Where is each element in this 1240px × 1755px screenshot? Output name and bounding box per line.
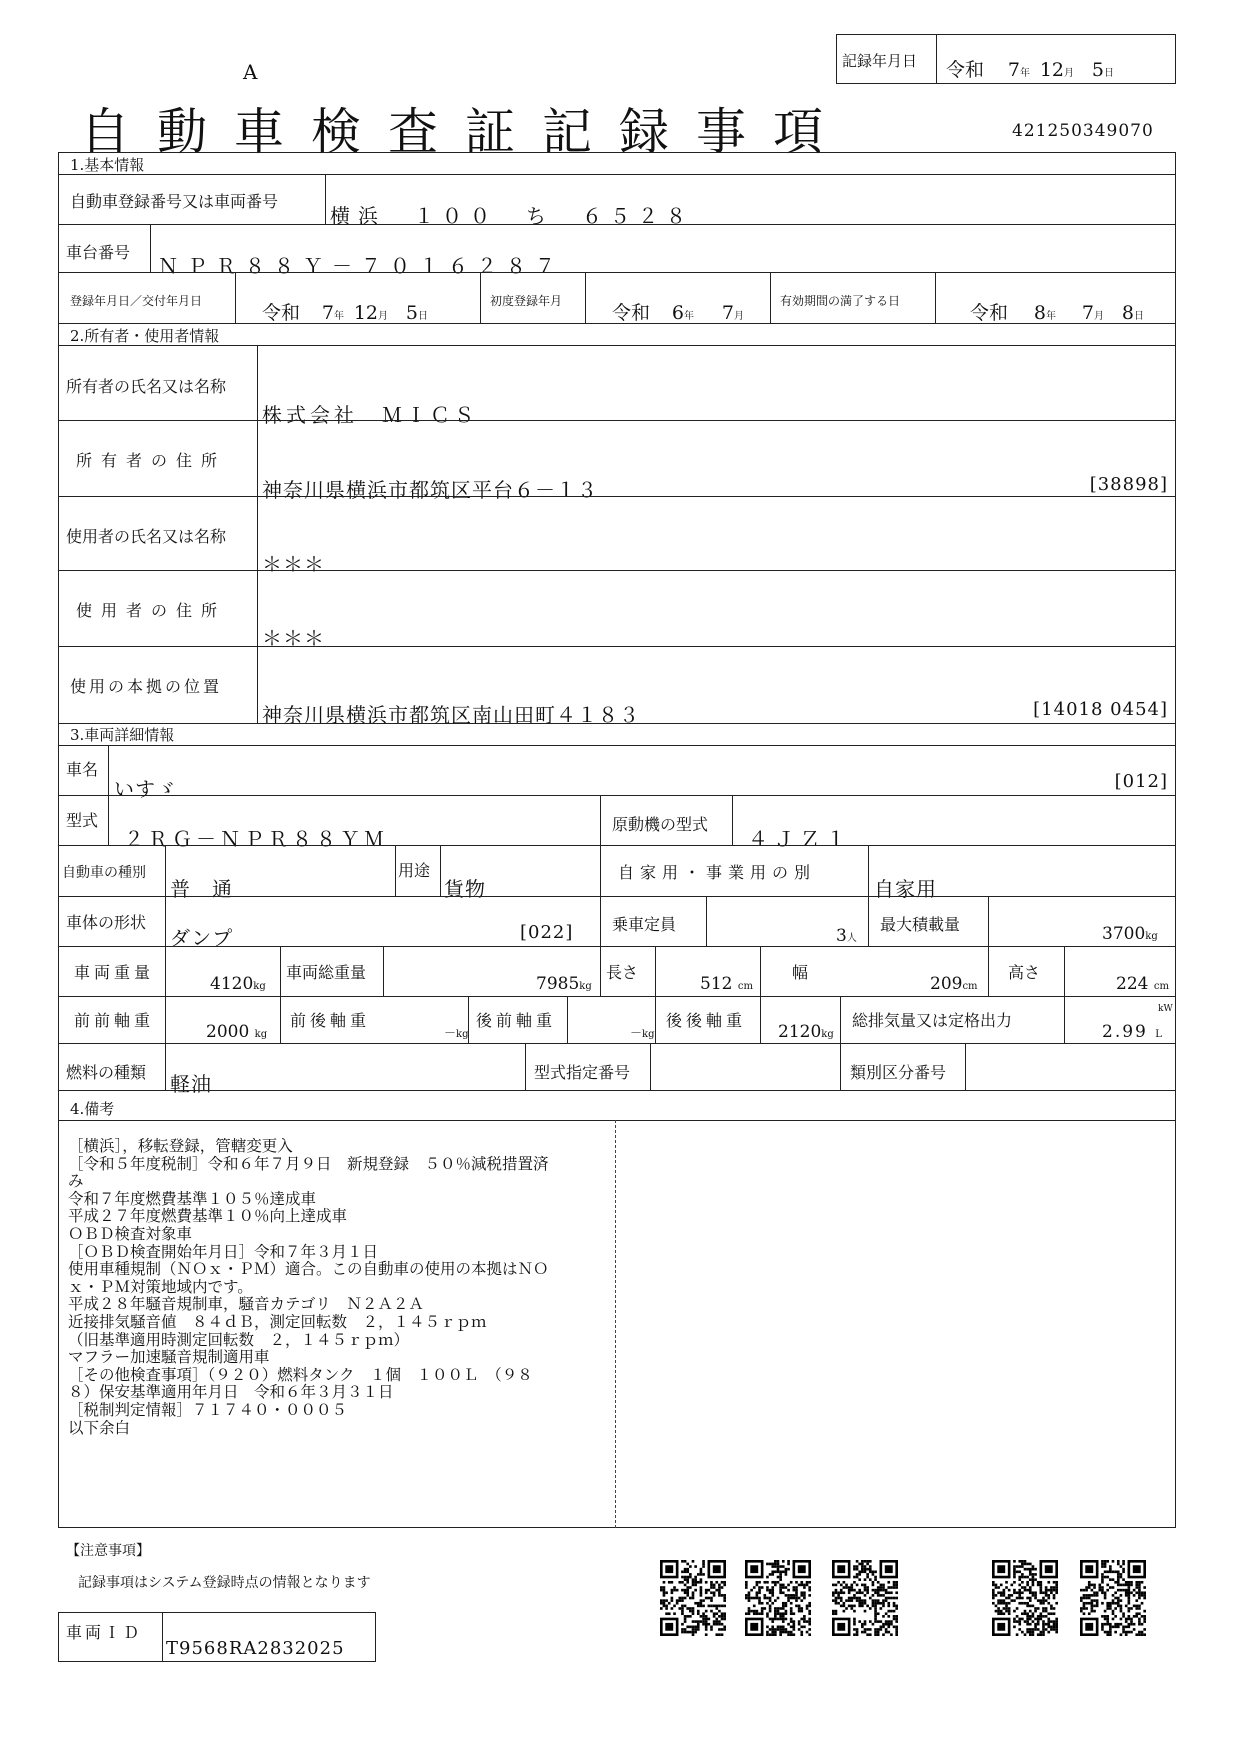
owner-name-label: 所有者の氏名又は名称 [66,377,227,396]
remarks-line: マフラー加速騒音規制適用車 [68,1348,270,1367]
front-front-axle-value: 2000 kg [206,1022,268,1042]
model-label: 型式 [66,811,99,830]
expiry-value: 令和 8年 7月 8日 [970,302,1145,324]
vehicle-id-value: T9568RA2832025 [166,1638,345,1659]
max-load-value: 3700kg [1102,924,1158,944]
private-business-label: 自家用・事業用の別 [618,863,817,882]
car-name-label: 車名 [66,760,99,779]
remarks-line: ［令和５年度税制］令和６年７月９日 新規登録 ５０％減税措置済 [68,1154,549,1173]
user-address-value: ＊＊＊ [262,626,325,650]
remarks-line: ［ＯＢＤ検査開始年月日］令和７年３月１日 [68,1242,379,1261]
remarks-line: 近接排気騒音値 ８４ｄＢ，測定回転数 ２，１４５ｒｐｍ [68,1312,487,1331]
reg-date-label: 登録年月日／交付年月日 [70,294,203,308]
notice-text: 記録事項はシステム登録時点の情報となります [78,1575,371,1591]
remarks-text [68,1138,618,1437]
vehicle-kind-value: 普 通 [170,877,233,901]
rear-front-axle-label: 後前軸重 [476,1011,557,1030]
first-reg-value: 令和 6年 7月 [612,302,745,324]
car-name-code: [012] [1114,771,1168,792]
front-rear-axle-value: －kg [444,1026,469,1040]
private-business-value: 自家用 [874,877,937,901]
length-value: 512 cm [700,974,753,994]
qr-code-1 [660,1560,726,1636]
type-designation-label: 型式指定番号 [534,1063,631,1082]
height-label: 高さ [1008,963,1041,982]
document-title: 自動車検査証記録事項 [80,103,850,161]
capacity-label: 乗車定員 [612,915,677,934]
gross-weight-label: 車両総重量 [286,963,367,982]
width-value: 209cm [930,974,978,994]
qr-code-5 [1080,1560,1146,1636]
fuel-type-value: 軽油 [170,1072,212,1096]
record-date-label: 記録年月日 [842,52,918,70]
remarks-line: 令和７年度燃費基準１０５％達成車 [68,1189,317,1208]
vehicle-kind-label: 自動車の種別 [62,865,146,881]
remarks-line: ＯＢＤ検査対象車 [68,1224,193,1243]
document-number: 421250349070 [1012,121,1154,141]
remarks-line: み [68,1172,84,1191]
remarks-line: ８）保安基準適用年月日 令和６年３月３１日 [68,1383,394,1402]
length-label: 長さ [606,963,639,982]
rear-rear-axle-label: 後後軸重 [666,1011,747,1030]
chassis-label: 車台番号 [66,243,131,262]
remarks-line: 平成２７年度燃費基準１０％向上達成車 [68,1207,348,1226]
form-mark: A [243,60,258,84]
fuel-type-label: 燃料の種類 [66,1063,147,1082]
remarks-line: ［横浜］，移転登録，管轄変更入 [68,1137,293,1155]
remarks-line: ［その他検査事項］（９２０）燃料タンク １個 １００Ｌ （９８ [68,1365,533,1384]
reg-date-value: 令和 7年 12月 5日 [262,302,429,324]
displacement-label: 総排気量又は定格出力 [852,1011,1013,1030]
vehicle-id-label: 車両ＩＤ [66,1623,143,1642]
vehicle-weight-label: 車両重量 [74,963,155,982]
user-name-value: ＊＊＊ [262,552,325,576]
user-name-label: 使用者の氏名又は名称 [66,527,227,546]
expiry-label: 有効期間の満了する日 [780,294,901,308]
owner-address-value: 神奈川県横浜市都筑区平台６－１３ [262,478,598,502]
qr-code-3 [832,1560,898,1636]
section-owner-info: 2.所有者・使用者情報 [70,327,220,345]
front-rear-axle-label: 前後軸重 [290,1011,371,1030]
base-location-code: [14018 0454] [1033,699,1168,720]
remarks-line: 以下余白 [68,1418,131,1437]
remarks-line: （旧基準適用時測定回転数 ２，１４５ｒｐｍ） [68,1330,410,1349]
first-reg-label: 初度登録年月 [490,294,563,308]
max-load-label: 最大積載量 [880,915,961,934]
owner-name-value: 株式会社 ＭＩＣＳ [262,403,478,427]
remarks-line: ［税制判定情報］７１７４０・０００５ [68,1400,348,1419]
use-value: 貨物 [444,877,486,901]
body-shape-code: [022] [520,922,574,943]
reg-number-label: 自動車登録番号又は車両番号 [70,192,279,211]
remarks-line: 使用車種規制（ＮＯｘ・ＰＭ）適合。この自動車の使用の本拠はＮＯ [68,1260,549,1279]
qr-code-4 [992,1560,1058,1636]
section-vehicle-detail: 3.車両詳細情報 [70,726,175,744]
model-value: ２ＲＧ－ＮＰＲ８８ＹＭ [124,827,388,851]
use-label: 用途 [398,861,431,880]
user-address-label: 使用者の住所 [76,601,227,620]
front-front-axle-label: 前前軸重 [74,1011,155,1030]
height-value: 224 cm [1116,974,1169,994]
owner-address-code: [38898] [1089,474,1168,495]
engine-model-label: 原動機の型式 [612,815,709,834]
chassis-value: ＮＰＲ８８Ｙ－７０１６２８７ [158,254,564,278]
reg-number-value: 横浜 １００ ち ６５２８ [330,204,694,228]
notice-title: 【注意事項】 [66,1543,150,1559]
section-basic-info: 1.基本情報 [70,156,145,174]
owner-address-label: 所有者の住所 [76,451,227,470]
displacement-unit-kw: kW [1158,1004,1173,1014]
class-number-label: 類別区分番号 [850,1063,947,1082]
displacement-value: 2.99 L [1102,1022,1164,1042]
qr-code-2 [745,1560,811,1636]
remarks-line: 平成２８年騒音規制車，騒音カテゴリ Ｎ２Ａ２Ａ [68,1295,424,1314]
body-shape-value: ダンプ [170,926,234,950]
base-location-label: 使用の本拠の位置 [70,677,223,696]
record-date-value: 令和 7年 12月 5日 [946,59,1115,81]
vehicle-weight-value: 4120kg [210,974,266,994]
rear-front-axle-value: －kg [630,1026,655,1040]
car-name-value: いすゞ [114,777,177,801]
engine-model-value: ４ＪＺ１ [748,827,852,851]
width-label: 幅 [792,963,809,982]
remarks-line: ｘ・ＰＭ対策地域内です。 [68,1277,253,1296]
capacity-value: 3人 [836,926,857,946]
base-location-value: 神奈川県横浜市都筑区南山田町４１８３ [262,703,640,727]
rear-rear-axle-value: 2120kg [778,1022,834,1042]
section-remarks: 4.備考 [70,1100,115,1118]
gross-weight-value: 7985kg [536,974,592,994]
body-shape-label: 車体の形状 [66,913,147,932]
